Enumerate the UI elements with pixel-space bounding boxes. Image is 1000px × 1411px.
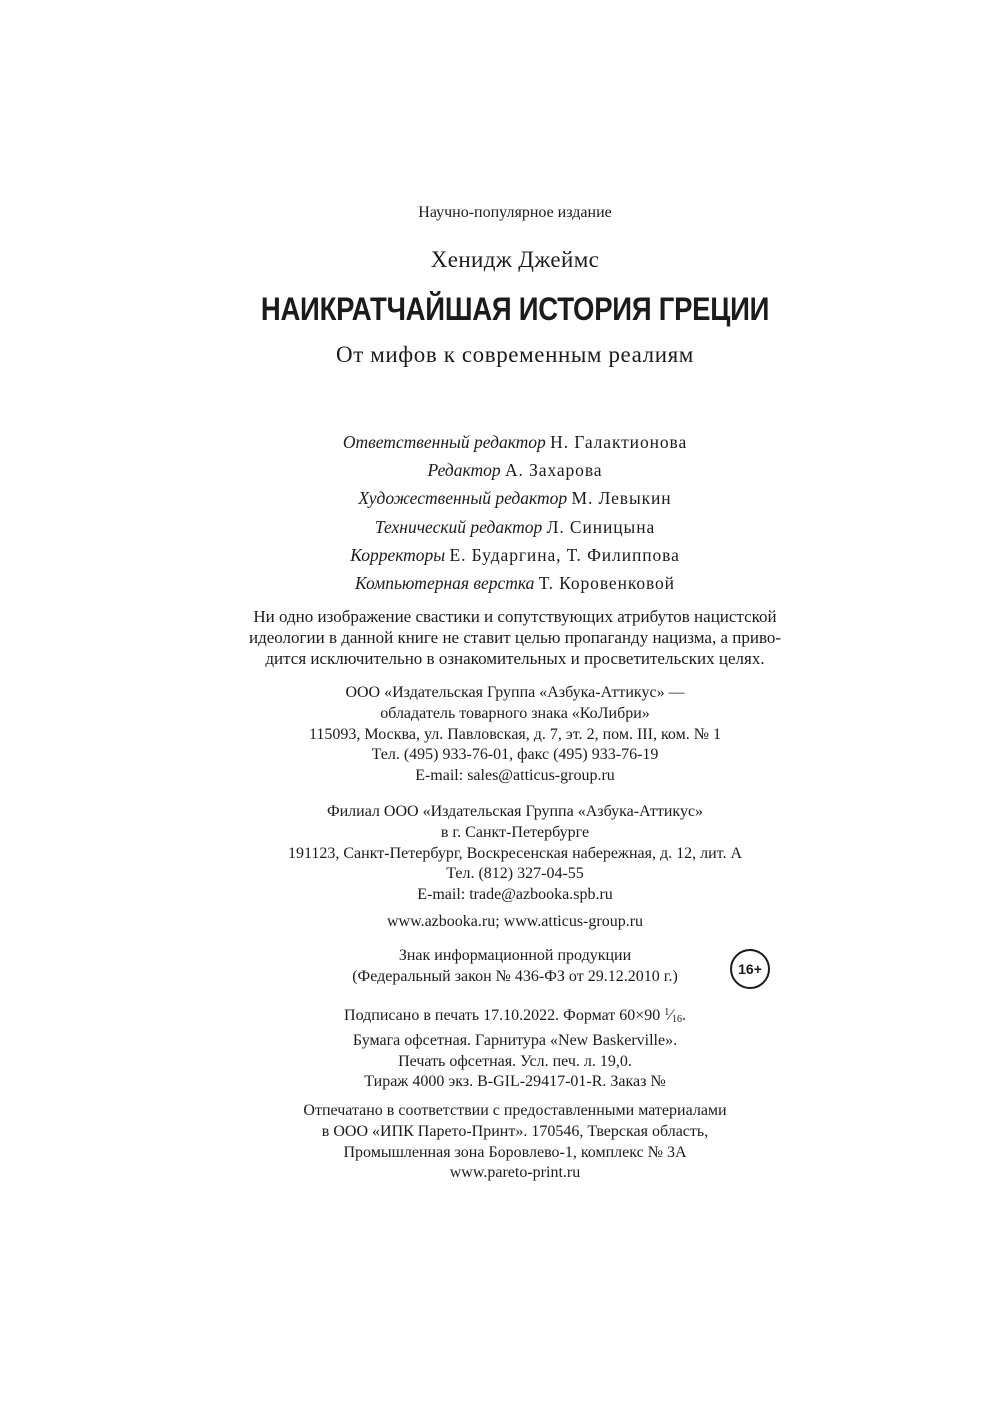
- branch-line: Филиал ООО «Издательская Группа «Азбука-Аттикус»: [326, 803, 704, 820]
- author-name: Хенидж Джеймс: [430, 247, 600, 272]
- info-sign-line: (Федеральный закон № 436-ФЗ от 29.12.2010 г.): [352, 967, 678, 985]
- printer-line: Промышленная зона Боровлево-1, комплекс № 3А: [343, 1143, 687, 1161]
- printer-line: Отпечатано в соответствии с предоставленными материалами: [303, 1102, 727, 1119]
- disclaimer-line: Ни одно изображение свастики и сопутствующих атрибутов нацистской: [253, 607, 777, 626]
- disclaimer: [0, 606, 1000, 669]
- credit-name: Н. Галактионова: [550, 432, 688, 452]
- format-numerator: 1: [664, 1007, 670, 1018]
- branch-phone: Тел. (812) 327-04-55: [446, 865, 584, 883]
- credit-role: Художественный редактор: [358, 488, 568, 509]
- publisher-line: ООО «Издательская Группа «Азбука-Аттикус» —: [345, 684, 685, 701]
- format-denominator: 16: [671, 1014, 682, 1025]
- publisher-address: 115093, Москва, ул. Павловская, д. 7, эт. 2, пом. III, ком. № 1: [309, 725, 721, 743]
- print-info: [0, 1003, 1000, 1093]
- printer-line: в ООО «ИПК Парето-Принт». 170546, Тверская область,: [321, 1122, 709, 1140]
- credit-role: Корректоры: [350, 544, 446, 565]
- publisher-email: E-mail: sales@atticus-group.ru: [415, 767, 615, 785]
- edition-type: Научно-популярное издание: [418, 204, 612, 221]
- age-rating-badge: 16+: [730, 949, 770, 989]
- print-line: Печать офсетная. Усл. печ. л. 19,0.: [398, 1052, 632, 1070]
- credit-line: [0, 428, 1000, 456]
- disclaimer-line: идеологии в данной книге не ставит целью пропаганду нацизма, а приво-: [248, 628, 782, 647]
- publisher-line: обладатель товарного знака «КоЛибри»: [380, 704, 650, 722]
- publisher-phone: Тел. (495) 933-76-01, факс (495) 933-76-19: [371, 746, 659, 764]
- websites: www.azbooka.ru; www.atticus-group.ru: [386, 913, 644, 930]
- print-line: Бумага офсетная. Гарнитура «New Baskerville».: [352, 1031, 678, 1049]
- credit-line: [0, 456, 1000, 484]
- print-format-text: Подписано в печать 17.10.2022. Формат 60×90: [344, 1007, 661, 1024]
- disclaimer-line: дится исключительно в ознакомительных и просветительских целях.: [265, 649, 765, 668]
- printer-info: [0, 1101, 1000, 1184]
- print-format-line: Подписано в печать 17.10.2022. Формат 60×90 $^1$⁄16.: [344, 1007, 686, 1025]
- book-title: НАИКРАТЧАЙШАЯ ИСТОРИЯ ГРЕЦИИ: [260, 291, 770, 327]
- credit-name: А. Захарова: [505, 460, 603, 481]
- branch-email: E-mail: trade@azbooka.spb.ru: [417, 886, 613, 904]
- credit-line: [0, 484, 1000, 512]
- publisher-info: [0, 683, 1000, 787]
- info-sign: [0, 946, 1000, 988]
- credit-name: Е. Бударгина, Т. Филиппова: [449, 544, 680, 565]
- credits-list: [0, 428, 1000, 597]
- credit-line: [0, 513, 1000, 541]
- credit-line: [0, 569, 1000, 597]
- credit-role: Компьютерная верстка: [355, 573, 535, 594]
- branch-info: [0, 802, 1000, 906]
- printer-website: www.pareto-print.ru: [449, 1164, 581, 1182]
- credit-role: Редактор: [427, 460, 501, 481]
- print-format-suffix: .: [681, 1007, 686, 1024]
- credit-name: Л. Синицына: [546, 516, 656, 537]
- credit-role: Технический редактор: [374, 516, 543, 537]
- credit-role: Ответственный редактор: [342, 432, 546, 452]
- book-subtitle: От мифов к современным реалиям: [336, 342, 694, 367]
- print-line: Тираж 4000 экз. B-GIL-29417-01-R. Заказ №: [364, 1073, 666, 1091]
- info-sign-line: Знак информационной продукции: [398, 947, 632, 964]
- branch-line: в г. Санкт-Петербурге: [440, 823, 590, 841]
- credit-name: Т. Коровенковой: [538, 573, 675, 594]
- branch-address: 191123, Санкт-Петербург, Воскресенская набережная, д. 12, лит. А: [287, 844, 743, 862]
- credit-name: М. Левыкин: [571, 488, 672, 509]
- credit-line: [0, 541, 1000, 569]
